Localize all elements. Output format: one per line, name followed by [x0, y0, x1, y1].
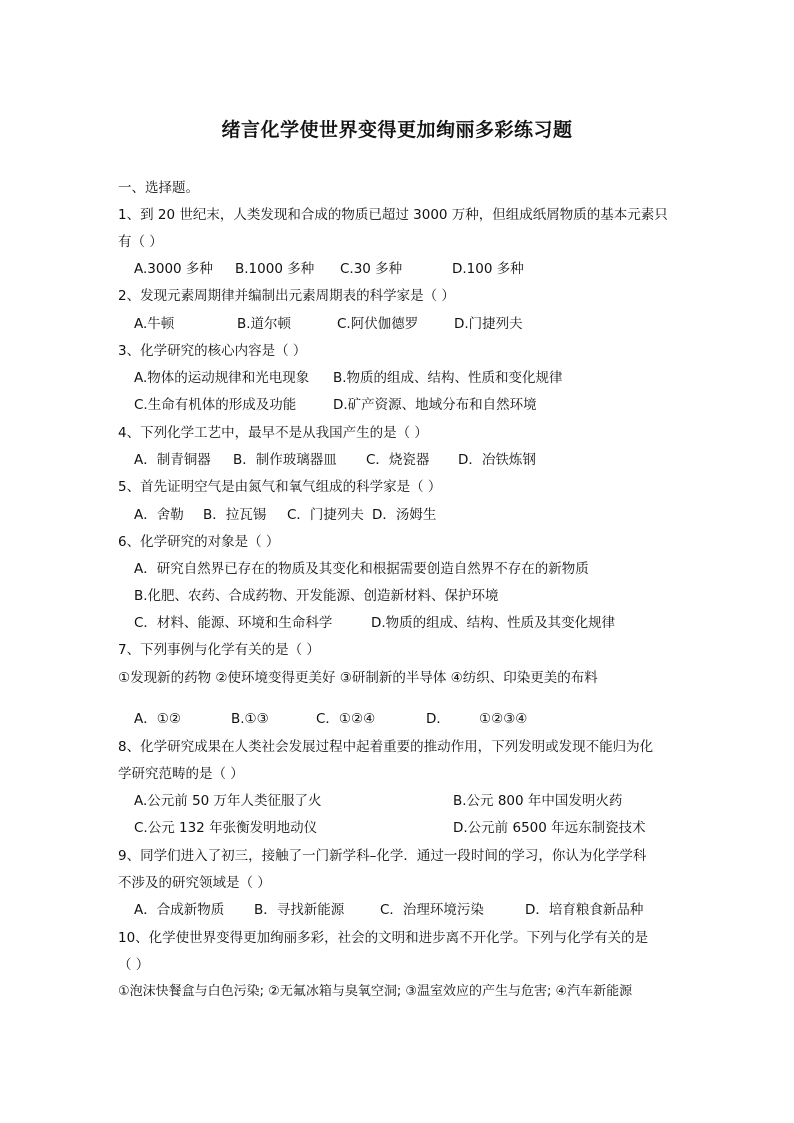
- question-9-option-a: A．合成新物质: [134, 902, 225, 918]
- question-1-option-a: A.3000 多种: [134, 261, 213, 277]
- question-6-option-c: C．材料、能源、环境和生命科学: [134, 615, 333, 631]
- question-4-stem: 4、下列化学工艺中，最早不是从我国产生的是（ ）: [118, 425, 428, 441]
- question-6-stem: 6、化学研究的对象是（ ）: [118, 534, 280, 550]
- question-2-option-b: B.道尔顿: [237, 316, 292, 332]
- question-7-option-b: B.①③: [231, 711, 269, 727]
- question-9-option-b: B．寻找新能源: [254, 902, 345, 918]
- question-7-option-c: C．①②④: [316, 711, 376, 727]
- question-4-option-c: C．烧瓷器: [366, 452, 430, 468]
- question-10-stem-line2: （ ）: [118, 957, 150, 973]
- question-4-option-a: A．制青铜器: [134, 452, 211, 468]
- question-6-option-a: A．研究自然界已存在的物质及其变化和根据需要创造自然界不存在的新物质: [134, 561, 589, 577]
- question-1-stem-line2: 有（ ）: [118, 234, 163, 250]
- question-1-option-d: D.100 多种: [452, 261, 524, 277]
- question-8-option-d: D.公元前 6500 年远东制瓷技术: [453, 820, 646, 836]
- question-3-stem: 3、化学研究的核心内容是（ ）: [118, 343, 307, 359]
- question-6-option-d: D.物质的组成、结构、性质及其变化规律: [371, 615, 616, 631]
- question-5-stem: 5、首先证明空气是由氮气和氧气组成的科学家是（ ）: [118, 479, 442, 495]
- question-8-option-a: A.公元前 50 万年人类征服了火: [134, 793, 322, 809]
- question-1-stem-line1: 1、到 20 世纪末，人类发现和合成的物质已超过 3000 万种，但组成纸屑物质的基本元素只: [118, 207, 668, 223]
- question-7-option-d-text: ①②③④: [479, 711, 528, 727]
- page-title: 绪言化学使世界变得更加绚丽多彩练习题: [221, 119, 573, 141]
- question-8-stem-line1: 8、化学研究成果在人类社会发展过程中起着重要的推动作用，下列发明或发现不能归为化: [118, 739, 654, 755]
- question-6-option-b: B.化肥、农药、合成药物、开发能源、创造新材料、保护环境: [134, 588, 499, 604]
- question-9-stem-line1: 9、同学们进入了初三，接触了一门新学科–化学．通过一段时间的学习，你认为化学学科: [118, 848, 647, 864]
- question-9-option-d: D．培育粮食新品种: [525, 902, 644, 918]
- question-7-option-a: A．①②: [134, 711, 181, 727]
- question-2-option-c: C.阿伏伽德罗: [337, 316, 419, 332]
- question-5-option-a: A．舍勒: [134, 507, 184, 523]
- question-4-option-b: B．制作玻璃器皿: [233, 452, 337, 468]
- question-9-stem-line2: 不涉及的研究领域是（ ）: [118, 875, 271, 891]
- question-8-option-c: C.公元 132 年张衡发明地动仪: [134, 820, 318, 836]
- question-1-option-c: C.30 多种: [340, 261, 403, 277]
- question-8-option-b: B.公元 800 年中国发明火药: [453, 793, 623, 809]
- question-7-option-d: D．: [426, 711, 450, 727]
- question-3-option-a: A.物体的运动规律和光电现象: [134, 370, 310, 386]
- question-5-option-d: D．汤姆生: [372, 507, 437, 523]
- question-3-option-b: B.物质的组成、结构、性质和变化规律: [333, 370, 563, 386]
- question-9-option-c: C．治理环境污染: [380, 902, 484, 918]
- question-8-stem-line2: 学研究范畴的是（ ）: [118, 766, 244, 782]
- question-2-stem: 2、发现元素周期律并编制出元素周期表的科学家是（ ）: [118, 288, 455, 304]
- question-5-option-b: B．拉瓦锡: [203, 507, 267, 523]
- question-3-option-d: D.矿产资源、地域分布和自然环境: [333, 397, 537, 413]
- question-4-option-d: D．冶铁炼钢: [458, 452, 536, 468]
- question-7-stem: 7、下列事例与化学有关的是（ ）: [118, 642, 320, 658]
- question-10-stem-line1: 10、化学使世界变得更加绚丽多彩，社会的文明和进步离不开化学。下列与化学有关的是: [118, 930, 649, 946]
- question-1-option-b: B.1000 多种: [235, 261, 315, 277]
- question-2-option-a: A.牛顿: [134, 316, 175, 332]
- question-3-option-c: C.生命有机体的形成及功能: [134, 397, 297, 413]
- question-5-option-c: C．门捷列夫: [287, 507, 364, 523]
- question-7-items: ①发现新的药物 ②使环境变得更美好 ③研制新的半导体 ④纺织、印染更美的布料: [118, 670, 598, 686]
- section-heading: 一、选择题。: [118, 180, 199, 196]
- question-10-items: ①泡沫快餐盒与白色污染; ②无氟冰箱与臭氧空洞; ③温室效应的产生与危害; ④汽车新能源: [118, 984, 633, 999]
- question-2-option-d: D.门捷列夫: [454, 316, 523, 332]
